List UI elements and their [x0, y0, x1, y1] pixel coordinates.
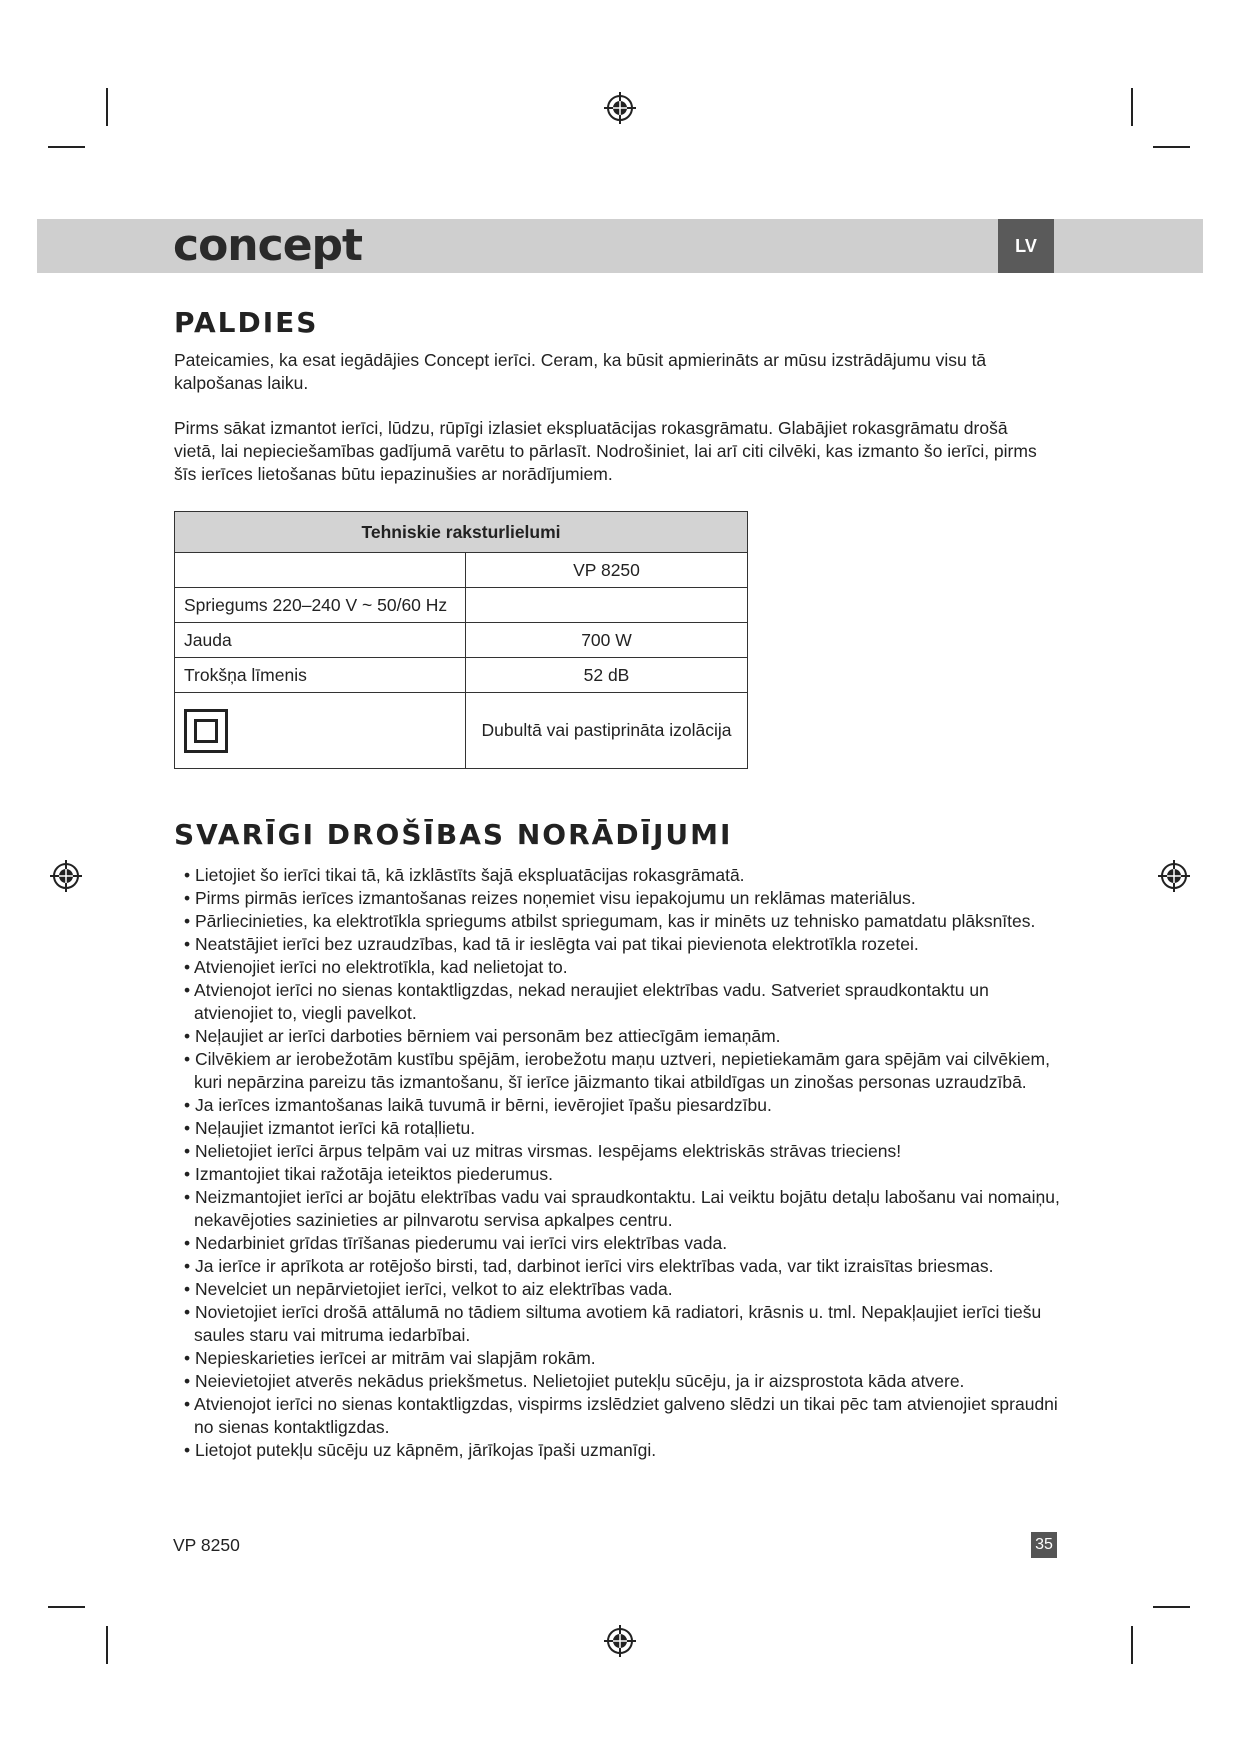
brand-logo: concept — [173, 220, 363, 271]
table-row — [175, 693, 748, 769]
list-item: • Izmantojiet tikai ražotāja ieteiktos piederumus. — [170, 1163, 1070, 1186]
symbol-description: Dubultā vai pastiprināta izolācija — [466, 693, 748, 769]
list-item: • Neizmantojiet ierīci ar bojātu elektrības vadu vai spraudkontaktu. Lai veiktu bojātu detaļu labošanu vai nomaiņu, nekavējoties sazinieties ar pilnvarotu servisa apkalpes centru. — [170, 1186, 1070, 1232]
spec-label: Trokšņa līmenis — [175, 658, 466, 693]
registration-mark-icon — [603, 91, 637, 125]
page-number: 35 — [1031, 1532, 1057, 1558]
table-row — [175, 623, 748, 658]
crop-mark — [48, 146, 85, 148]
list-item: • Atvienojot ierīci no sienas kontaktligzdas, vispirms izslēdziet galveno slēdzi un tikai pēc tam atvienojiet spraudni no sienas kontaktligzdas. — [170, 1393, 1070, 1439]
list-item: • Neievietojiet atverēs nekādus priekšmetus. Nelietojiet putekļu sūcēju, ja ir aizsprostota kāda atvere. — [170, 1370, 1070, 1393]
spec-value: 700 W — [466, 623, 748, 658]
list-item: • Nepieskarieties ierīcei ar mitrām vai slapjām rokām. — [170, 1347, 1070, 1370]
list-item: • Nevelciet un nepārvietojiet ierīci, velkot to aiz elektrības vada. — [170, 1278, 1070, 1301]
list-item: • Cilvēkiem ar ierobežotām kustību spējām, ierobežotu maņu uztveri, nepietiekamām gara spējām vai cilvēkiem, kuri nepārzina pareizu tās izmantošanu, šī ierīce jāizmanto tikai atbildīgas un zinošas personas uzraudzībā. — [170, 1048, 1070, 1094]
list-item: • Ja ierīces izmantošanas laikā tuvumā ir bērni, ievērojiet īpašu piesardzību. — [170, 1094, 1070, 1117]
table-row — [175, 658, 748, 693]
footer-model: VP 8250 — [173, 1535, 240, 1555]
crop-mark — [48, 1606, 85, 1608]
crop-mark — [1131, 88, 1133, 126]
list-item: • Lietojot putekļu sūcēju uz kāpnēm, jārīkojas īpaši uzmanīgi. — [170, 1439, 1070, 1462]
list-item: • Neļaujiet ar ierīci darboties bērniem vai personām bez attiecīgām iemaņām. — [170, 1025, 1070, 1048]
intro-paragraph: Pirms sākat izmantot ierīci, lūdzu, rūpīgi izlasiet ekspluatācijas rokasgrāmatu. Glabājiet rokasgrāmatu drošā vietā, lai nepieciešamības gadījumā varētu to pārlasīt. Nodrošiniet, lai arī citi cilvēki, kas izmanto šo ierīci, pirms šīs ierīces lietošanas būtu iepazinušies ar norādījumiem. — [174, 418, 1037, 484]
spec-label: Jauda — [175, 623, 466, 658]
registration-mark-icon — [603, 1624, 637, 1658]
intro-title: PALDIES — [174, 306, 319, 339]
registration-mark-icon — [49, 859, 83, 893]
crop-mark — [106, 88, 108, 126]
list-item: • Nedarbiniet grīdas tīrīšanas piederumu vai ierīci virs elektrības vada. — [170, 1232, 1070, 1255]
list-item: • Atvienojot ierīci no sienas kontaktligzdas, nekad neraujiet elektrības vadu. Satveriet spraudkontaktu un atvienojiet to, viegli pavelkot. — [170, 979, 1070, 1025]
spec-label: Spriegums 220–240 V ~ 50/60 Hz — [175, 588, 466, 623]
list-item: • Novietojiet ierīci drošā attālumā no tādiem siltuma avotiem kā radiatori, krāsnis u. tml. Nepakļaujiet ierīci tiešu saules staru vai mitruma iedarbībai. — [170, 1301, 1070, 1347]
spec-value — [466, 588, 748, 623]
list-item: • Pirms pirmās ierīces izmantošanas reizes noņemiet visu iepakojumu un reklāmas materiālus. — [170, 887, 1070, 910]
registration-mark-icon — [1157, 859, 1191, 893]
intro-paragraph: Pateicamies, ka esat iegādājies Concept ierīci. Ceram, ka būsit apmierināts ar mūsu izstrādājumu visu tā kalpošanas laiku. — [174, 350, 987, 393]
symbol-cell — [175, 693, 466, 769]
table-row — [175, 553, 748, 588]
crop-mark — [1131, 1626, 1133, 1664]
spec-table — [174, 511, 748, 769]
spec-table-title: Tehniskie raksturlielumi — [175, 512, 748, 553]
list-item: • Atvienojiet ierīci no elektrotīkla, kad nelietojat to. — [170, 956, 1070, 979]
spec-label — [175, 553, 466, 588]
crop-mark — [106, 1626, 108, 1664]
language-badge: LV — [998, 219, 1054, 273]
list-item: • Ja ierīce ir aprīkota ar rotējošo birsti, tad, darbinot ierīci virs elektrības vada, var tikt izraisītas briesmas. — [170, 1255, 1070, 1278]
list-item: • Neļaujiet izmantot ierīci kā rotaļlietu. — [170, 1117, 1070, 1140]
spec-value: 52 dB — [466, 658, 748, 693]
list-item: • Nelietojiet ierīci ārpus telpām vai uz mitras virsmas. Iespējams elektriskās strāvas trieciens! — [170, 1140, 1070, 1163]
crop-mark — [1153, 146, 1190, 148]
list-item: • Neatstājiet ierīci bez uzraudzības, kad tā ir ieslēgta vai pat tikai pievienota elektrotīkla rozetei. — [170, 933, 1070, 956]
spec-value: VP 8250 — [466, 553, 748, 588]
crop-mark — [1153, 1606, 1190, 1608]
double-insulation-icon — [184, 709, 228, 753]
safety-title: SVARĪGI DROŠĪBAS NORĀDĪJUMI — [174, 818, 733, 851]
list-item: • Lietojiet šo ierīci tikai tā, kā izklāstīts šajā ekspluatācijas rokasgrāmatā. — [170, 864, 1070, 887]
table-row — [175, 588, 748, 623]
list-item: • Pārliecinieties, ka elektrotīkla spriegums atbilst spriegumam, kas ir minēts uz tehnisko pamatdatu plāksnītes. — [170, 910, 1070, 933]
safety-list — [170, 864, 1070, 1462]
